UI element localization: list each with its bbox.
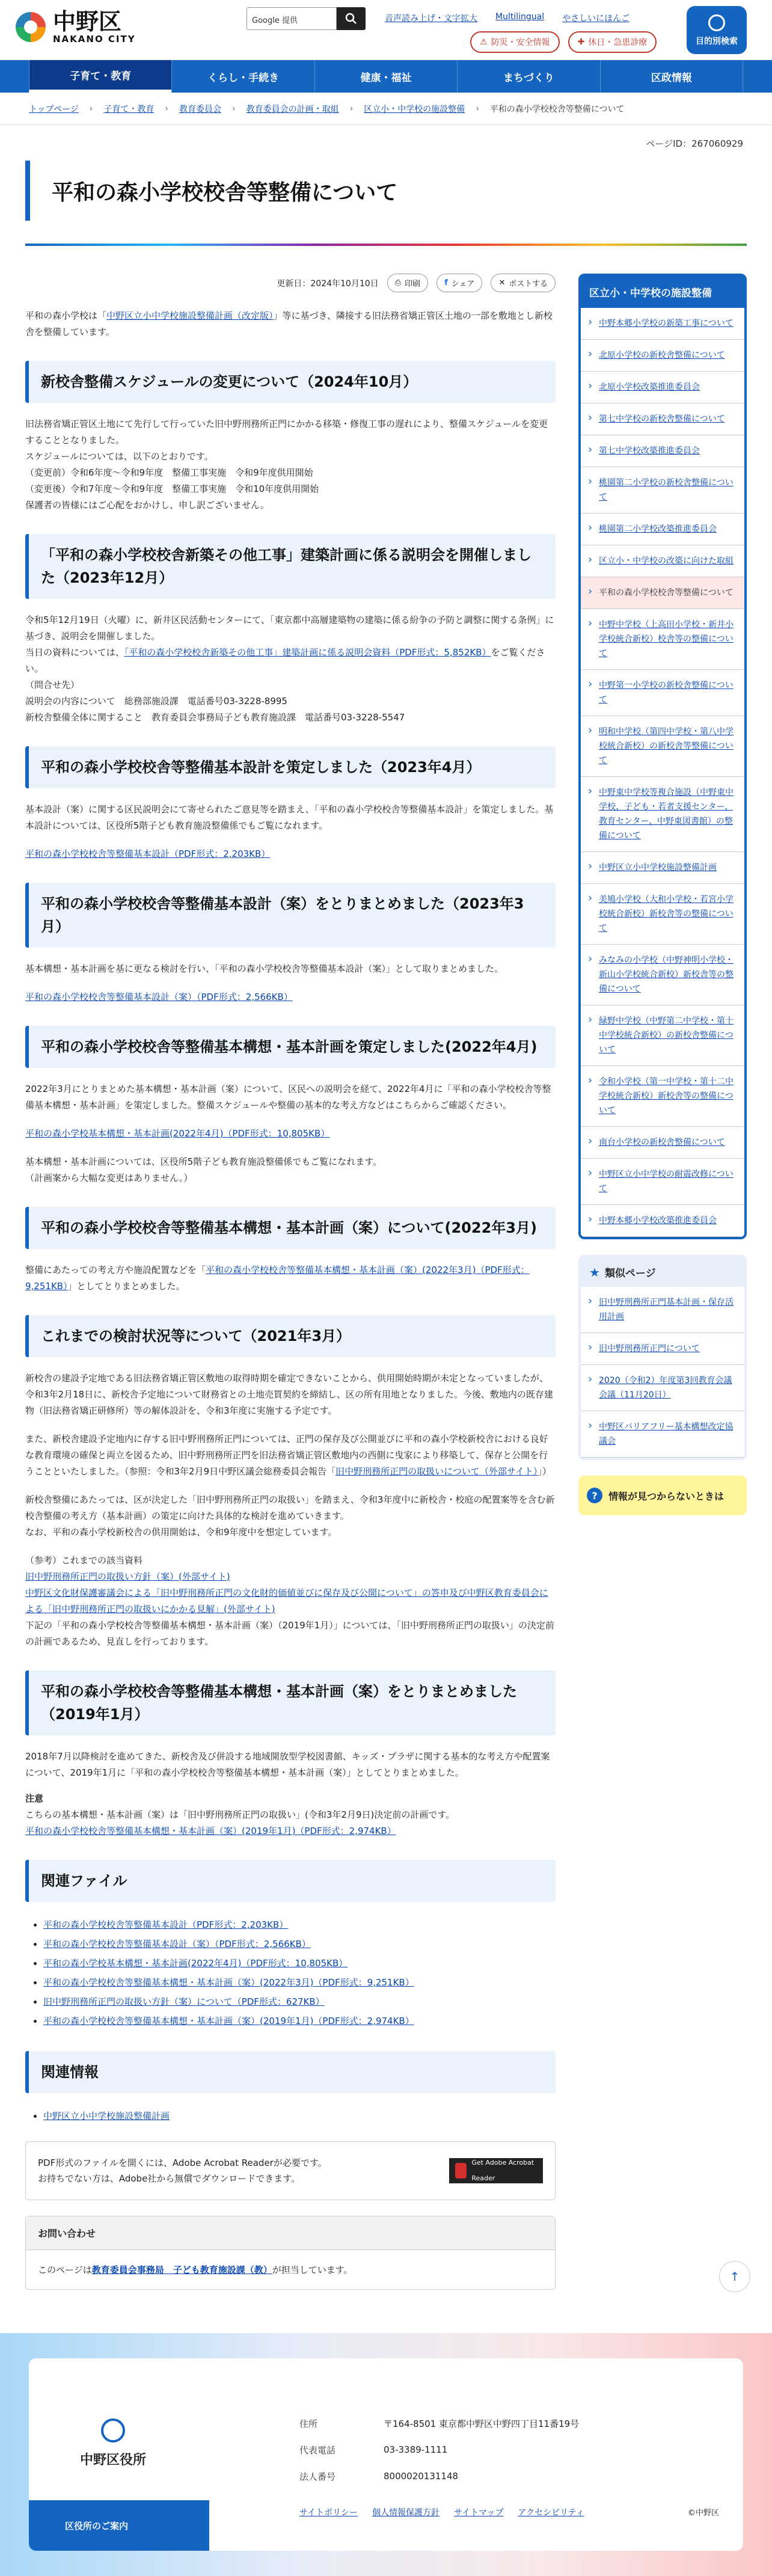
- pdf-link[interactable]: 平和の森小学校校舎等整備基本設計（PDF形式：2,203KB）: [25, 848, 271, 859]
- list-item: [43, 1934, 556, 1954]
- footer-value: 〒164-8501 東京都中野区中野四丁目11番19号: [384, 2418, 580, 2429]
- sidebar-item[interactable]: › 区立小・中学校の改築に向けた取組: [581, 545, 744, 577]
- related-files: [25, 1860, 556, 2031]
- sidebar-item[interactable]: › 第七中学校の新校舎整備について: [581, 403, 744, 435]
- x-post-button[interactable]: [491, 274, 556, 292]
- sidebar-item[interactable]: › 明和中学校（第四中学校・第八中学校統合新校）の新校舎等整備について: [581, 716, 744, 777]
- section-text: 2022年3月にとりまとめた基本構想・基本計画（案）について、区民への説明会を経て、2022年4月に「平和の森小学校校舎等整備基本構想・基本計画」を策定しました。整備スケジュールや整備の基本的な考え方などはこちらからご確認ください。: [25, 1084, 551, 1111]
- section-heading: 平和の森小学校校舎等整備基本構想・基本計画（案）をとりまとめました（2019年1月）: [25, 1670, 556, 1735]
- help-label: 情報が見つからないときは: [608, 1490, 725, 1502]
- sidebar-item[interactable]: › 中野本郷小学校の新築工事について: [581, 308, 744, 340]
- city-emblem-icon: [101, 2418, 125, 2443]
- intro-pre: 平和の森小学校は「: [25, 310, 107, 321]
- external-link[interactable]: 中野区文化財保護審議会による「旧中野刑務所正門の文化財的価値並びに保存及び公開について」の答申及び中野区教育委員会による「旧中野刑務所正門の取扱いにかかる見解」(外部サイト): [25, 1587, 548, 1615]
- sidebar-item[interactable]: › 第七中学校改築推進委員会: [581, 435, 744, 467]
- sidebar-item[interactable]: › 桃園第二小学校改築推進委員会: [581, 514, 744, 545]
- inquiry-box: [25, 2216, 556, 2290]
- sidebar-item[interactable]: › 北原小学校の新校舎整備について: [581, 340, 744, 372]
- section-schedule-change: [25, 361, 556, 514]
- similar-page-item[interactable]: › 2020（令和2）年度第3回教育会議会議（11月20日）: [581, 1365, 744, 1411]
- adobe-icon: [455, 2163, 467, 2179]
- related-link[interactable]: 中野区立小中学校施設整備計画: [43, 2111, 170, 2121]
- warning-icon: ⚠: [480, 37, 488, 47]
- external-link[interactable]: 旧中野刑務所正門の取扱いについて（外部サイト）: [335, 1466, 538, 1477]
- emergency-clinic-label: 休日・急患診療: [588, 38, 648, 48]
- section-file: [25, 1823, 556, 1839]
- pdf-link[interactable]: 旧中野刑務所正門の取扱い方針（案）について（PDF形式：627KB）: [43, 1996, 325, 2007]
- list-item: [43, 2011, 556, 2031]
- section-heading: 新校舎整備スケジュールの変更について（2024年10月）: [25, 361, 556, 403]
- note-text: こちらの基本構想・基本計画（案）は「旧中野刑務所正門の取扱い」(令和3年2月9日)決定前の計画です。: [25, 1809, 455, 1820]
- footer-key: 法人番号: [299, 2471, 336, 2482]
- pdf-link[interactable]: 平和の森小学校校舎等整備基本構想・基本計画（案）(2019年1月)（PDF形式：2,974KB）: [25, 1826, 396, 1836]
- pdf-link[interactable]: 平和の森小学校校舎等整備基本設計（案）（PDF形式：2,566KB）: [25, 992, 293, 1002]
- list-item: [43, 2106, 556, 2126]
- question-icon: ?: [587, 1488, 602, 1503]
- title-block: [25, 161, 747, 221]
- section-2019-plan: [25, 1670, 556, 1839]
- list-item: [43, 1915, 556, 1934]
- section-basic-design: [25, 746, 556, 862]
- sidebar-item[interactable]: › 中野区立小中学校施設整備計画: [581, 852, 744, 884]
- section-ref: [25, 1569, 556, 1585]
- facility-plan-link[interactable]: 中野区立小中学校施設整備計画（改定版）: [106, 310, 274, 321]
- sidebar-item[interactable]: › 令和小学校（第一中学校・第十二中学校統合新校）新校舎等の整備について: [581, 1066, 744, 1127]
- breadcrumb-item[interactable]: 教育委員会: [179, 104, 221, 114]
- inquiry-body: [26, 2250, 555, 2289]
- chevron-right-icon: ›: [349, 103, 354, 114]
- print-button[interactable]: [387, 274, 428, 292]
- nav-childcare-education[interactable]: 子育て・教育: [29, 60, 171, 93]
- breadcrumb-item[interactable]: 教育委員会の計画・取組: [246, 104, 339, 114]
- text-pre: 当日の資料については、: [25, 647, 124, 658]
- section-file: [25, 989, 556, 1005]
- page-id: ページID：267060929: [646, 138, 743, 149]
- section-text: 2018年7月以降検討を進めてきた、新校舎及び併設する地域開放型学校図書館、キッズ・プラザに関する基本的な考え方や配置案について、2019年1月に「平和の森小学校校舎等整備基本構想・基本計画（案）」としてとりまとめました。: [25, 1751, 550, 1778]
- similar-pages-list: [581, 1287, 744, 1458]
- similar-pages-title: 類似ページ: [604, 1268, 656, 1280]
- footer-logo: [53, 2418, 173, 2468]
- nav-administration[interactable]: 区政情報: [600, 60, 743, 93]
- section-briefing: [25, 534, 556, 726]
- section-basic-plan-draft: [25, 1207, 556, 1295]
- site-footer: [0, 2333, 772, 2576]
- breadcrumb-current: 平和の森小学校校舎等整備について: [489, 104, 625, 114]
- section-heading: 平和の森小学校校舎等整備基本構想・基本計画を策定しました(2022年4月): [25, 1026, 556, 1068]
- breadcrumb-item[interactable]: トップページ: [29, 104, 79, 114]
- footer-key: 住所: [299, 2418, 318, 2429]
- sidebar-item[interactable]: › 中野第一小学校の新校舎整備について: [581, 670, 744, 716]
- section-basic-design-draft: [25, 883, 556, 1005]
- chevron-right-icon: ›: [89, 103, 93, 114]
- section-heading: 関連情報: [25, 2051, 556, 2093]
- section-heading: 平和の森小学校校舎等整備基本構想・基本計画（案）について(2022年3月): [25, 1207, 556, 1249]
- site-header: [0, 0, 772, 60]
- search-button[interactable]: [337, 7, 366, 30]
- pdf-link[interactable]: 平和の森小学校基本構想・基本計画(2022年4月)（PDF形式：10,805KB）: [43, 1958, 348, 1969]
- sidebar-list: [581, 308, 744, 1237]
- section-text: 基本設計（案）に関する区民説明会にて寄せられたご意見等を踏まえ、「平和の森小学校校舎等整備基本設計」を策定しました。基本設計については、区役所5階子ども教育施設整備係でもご覧になれます。: [25, 804, 554, 831]
- read-aloud-link[interactable]: 音声読み上げ・文字拡大: [385, 14, 477, 23]
- search-icon: [345, 13, 357, 25]
- section-text: 基本構想・基本計画を基に更なる検討を行い、「平和の森小学校校舎等整備基本設計（案）」として取りまとめました。: [25, 963, 504, 974]
- footer-key: 代表電話: [299, 2444, 336, 2456]
- sidebar-menu: [578, 274, 747, 1239]
- text-pre: （参照：令和3年2月9日中野区議会総務委員会報告「: [124, 1466, 336, 1477]
- section-text: 保護者の皆様にはご心配をおかけし、申し訳ございません。: [25, 500, 269, 511]
- section-text: [25, 1431, 556, 1480]
- back-to-top-button[interactable]: [719, 2261, 750, 2292]
- text-post: 」）: [538, 1466, 551, 1477]
- site-policy-link[interactable]: サイトポリシー: [299, 2508, 358, 2518]
- section-basic-plan: [25, 1026, 556, 1186]
- section-text: スケジュールについては、以下のとおりです。: [25, 451, 213, 462]
- easy-japanese-link[interactable]: やさしいにほんご: [562, 14, 630, 23]
- copyright: ©中野区: [687, 2509, 719, 2518]
- sidebar-item[interactable]: › 中野中学校（上高田小学校・新井小学校統合新校）校舎等の整備について: [581, 609, 744, 670]
- emergency-clinic-button[interactable]: [568, 31, 657, 53]
- nav-health-welfare[interactable]: 健康・福祉: [314, 60, 457, 93]
- intro-post: 」等に基づき、隣接する旧法務省矯正管区土地の一部を敷地とし新校舎を整備しています。: [25, 310, 553, 337]
- list-item: [43, 1973, 556, 1992]
- footer-office-name: 中野区役所: [79, 2453, 146, 2468]
- footer-card: [29, 2358, 743, 2551]
- footer-value: 03-3389-1111: [384, 2444, 448, 2455]
- section-ref: [25, 1585, 556, 1618]
- section-file: [25, 846, 556, 862]
- search-input[interactable]: Google 提供: [247, 7, 337, 30]
- star-icon: ★: [589, 1265, 600, 1280]
- disaster-info-label: 防災・安全情報: [491, 38, 550, 48]
- list-item: [43, 1954, 556, 1973]
- section-heading: 平和の森小学校校舎等整備基本設計（案）をとりまとめました（2023年3月）: [25, 883, 556, 948]
- section-text: なお、平和の森小学校新校舎の供用開始は、令和9年度中を想定しています。: [25, 1527, 337, 1538]
- logo-title: 中野区: [53, 8, 122, 35]
- accessibility-link[interactable]: アクセシビリティ: [518, 2508, 584, 2518]
- breadcrumb-item[interactable]: 区立小・中学校の施設整備: [364, 104, 465, 114]
- section-text: [25, 1262, 556, 1295]
- post-label: ポストする: [509, 280, 548, 289]
- office-guide-label: 区役所のご案内: [65, 2520, 129, 2532]
- text-post: をご覧ください。: [25, 647, 545, 674]
- x-icon: ✕: [498, 278, 506, 287]
- purpose-search-label: 目的別検索: [696, 37, 738, 46]
- purpose-search-button[interactable]: [687, 6, 747, 54]
- page-title: 平和の森小学校校舎等整備について: [52, 180, 398, 205]
- sidebar-item[interactable]: › みなみの小学校（中野神明小学校・新山小学校統合新校）新校舎等の整備について: [581, 945, 744, 1005]
- briefing-pdf-link[interactable]: 「平和の森小学校校舎新築その他工事」建築計画に係る説明会資料（PDF形式：5,852KB）: [124, 647, 491, 658]
- external-link[interactable]: 旧中野刑務所正門の取扱い方針（案）(外部サイト): [25, 1571, 230, 1582]
- get-adobe-reader-button[interactable]: [449, 2158, 543, 2183]
- similar-page-item[interactable]: › 中野区バリアフリー基本構想改定協議会: [581, 1411, 744, 1458]
- section-progress: [25, 1315, 556, 1650]
- section-heading: 平和の森小学校校舎等整備基本設計を策定しました（2023年4月）: [25, 746, 556, 788]
- section-text: 基本構想・基本計画については、区役所5階子ども教育施設整備係でもご覧になれます。: [25, 1156, 382, 1167]
- site-search: [247, 7, 366, 30]
- section-heading: 「平和の森小学校校舎新築その他工事」建築計画に係る説明会を開催しました（2023年12月）: [25, 534, 556, 599]
- section-text: [25, 645, 556, 677]
- text-post: が担当しています。: [272, 2265, 353, 2275]
- text-pre: このページは: [38, 2265, 92, 2275]
- text-pre: 整備にあたっての考え方や施設配置などを「: [25, 1265, 206, 1275]
- related-info: [25, 2051, 556, 2126]
- logo-subtitle: NAKANO CITY: [53, 34, 136, 44]
- note-title: 注意: [25, 1793, 44, 1804]
- chevron-right-icon: ›: [476, 103, 479, 114]
- arrow-up-icon: ↑: [729, 2269, 740, 2284]
- disaster-info-button[interactable]: [470, 31, 560, 53]
- similar-pages: [578, 1255, 747, 1460]
- global-nav: [0, 60, 772, 93]
- footer-info: [299, 2410, 579, 2489]
- section-heading: 関連ファイル: [25, 1860, 556, 1902]
- pdf-link[interactable]: 平和の森小学校校舎等整備基本構想・基本計画（案）(2022年3月)（PDF形式：9,251KB）: [25, 1265, 530, 1292]
- adobe-reader-notice: [25, 2141, 556, 2200]
- utility-links: [385, 12, 630, 24]
- sidebar-heading: 区立小・中学校の施設整備: [589, 287, 712, 299]
- breadcrumb-item[interactable]: 子育て・教育: [103, 104, 155, 114]
- sitemap-link[interactable]: サイトマップ: [454, 2508, 504, 2518]
- search-purpose-icon: [708, 14, 725, 31]
- help-button[interactable]: [578, 1476, 747, 1515]
- multilingual-link[interactable]: Multilingual: [495, 12, 545, 22]
- printer-icon: ⎙: [394, 278, 402, 287]
- similar-page-item[interactable]: › 旧中野刑務所正門について: [581, 1333, 744, 1365]
- pdf-link[interactable]: 平和の森小学校校舎等整備基本設計（案）（PDF形式：2,566KB）: [43, 1939, 311, 1949]
- section-file: [25, 1126, 556, 1142]
- main-content: [25, 274, 556, 2290]
- section-text: （変更前）令和6年度～令和9年度 整備工事実施 令和9年度供用開始: [25, 467, 313, 478]
- sidebar-item[interactable]: › 南台小学校の新校舎整備について: [581, 1127, 744, 1159]
- facebook-icon: f: [444, 278, 448, 287]
- pdf-link[interactable]: 平和の森小学校校舎等整備基本設計（PDF形式：2,203KB）: [43, 1919, 289, 1930]
- section-text: （問合せ先）: [25, 679, 80, 690]
- city-emblem-icon: [16, 12, 46, 42]
- updated-date: 更新日：2024年10月10日: [277, 278, 379, 289]
- pdf-link[interactable]: 平和の森小学校校舎等整備基本構想・基本計画（案）(2022年3月)（PDF形式：9,251KB）: [43, 1977, 414, 1988]
- section-text: 令和5年12月19日（火曜）に、新井区民活動センターにて、「東京都中高層建築物の建築に係る紛争の予防と調整に関する条例」に基づき、説明会を開催しました。: [25, 615, 554, 642]
- chevron-right-icon: ›: [165, 103, 168, 114]
- section-text: 新校舎整備全体に関すること 教育委員会事務局子ども教育施設課 電話番号03-3228-5547: [25, 712, 405, 723]
- adobe-badge-label: Get Adobe Acrobat Reader: [471, 2159, 535, 2182]
- footer-row: [299, 2410, 579, 2436]
- pdf-link[interactable]: 平和の森小学校基本構想・基本計画(2022年4月)（PDF形式：10,805KB）: [25, 1128, 330, 1139]
- section-text: （変更後）令和7年度～令和9年度 整備工事実施 令和10年度供用開始: [25, 483, 319, 494]
- footer-links: [299, 2506, 584, 2518]
- text-post: 」としてとりまとめました。: [67, 1281, 185, 1292]
- similar-page-item[interactable]: › 旧中野刑務所正門基本計画・保存活用計画: [581, 1287, 744, 1333]
- section-text: 旧法務省矯正管区土地にて先行して行っていた旧中野刑務所正門にかかる移築・修復工事の遅れにより、整備スケジュールを変更することとなりました。: [25, 419, 548, 446]
- list-item: [43, 1992, 556, 2011]
- sidebar: [578, 274, 747, 1515]
- section-text: （参考）これまでの該当資料: [25, 1555, 143, 1566]
- section-text: 下記の「平和の森小学校校舎等整備基本構想・基本計画（案）（2019年1月）」については、「旧中野刑務所正門の取扱い」の決定前の計画であるため、見直しを行っております。: [25, 1620, 554, 1647]
- site-logo[interactable]: [16, 10, 136, 44]
- section-text: （計画案から大幅な変更はありません。）: [25, 1173, 193, 1183]
- share-label: シェア: [451, 280, 475, 289]
- sidebar-item[interactable]: › 平和の森小学校校舎等整備について: [581, 577, 744, 609]
- title-divider: [25, 244, 747, 246]
- footer-row: [299, 2436, 579, 2463]
- similar-pages-heading: [581, 1257, 744, 1287]
- adobe-text: PDF形式のファイルを開くには、Adobe Acrobat Readerが必要です。: [38, 2157, 327, 2168]
- sidebar-item[interactable]: › 北原小学校改築推進委員会: [581, 372, 744, 403]
- text-pre: また、新校舎建設予定地内に存する旧中野刑務所正門については、正門の保存及び公開並びに平和の森小学校新校舎における良好な教育環境の確保と両立を図るため、旧中野刑務所正門を旧法務省矯正管区敷地内の西側に曳家により移築して、保存と公開を行うことといたしました。: [25, 1434, 548, 1477]
- nav-living[interactable]: くらし・手続き: [171, 60, 314, 93]
- inquiry-heading: お問い合わせ: [26, 2216, 555, 2250]
- nav-town-planning[interactable]: まちづくり: [457, 60, 599, 93]
- page-meta: [25, 274, 556, 292]
- sidebar-item[interactable]: › 中野本郷小学校改築推進委員会: [581, 1205, 744, 1237]
- sidebar-item[interactable]: › 中野区立小中学校の耐震改修について: [581, 1159, 744, 1205]
- section-heading: これまでの検討状況等について（2021年3月）: [25, 1315, 556, 1357]
- department-link[interactable]: 教育委員会事務局 子ども教育施設課（教）: [91, 2265, 272, 2275]
- sidebar-item[interactable]: › 中野東中学校等複合施設（中野東中学校、子ども・若者支援センター、教育センター、中野東図書館）の整備について: [581, 777, 744, 852]
- sidebar-item[interactable]: › 美鳩小学校（大和小学校・若宮小学校統合新校）新校舎等の整備について: [581, 884, 744, 945]
- privacy-link[interactable]: 個人情報保護方針: [372, 2508, 440, 2518]
- breadcrumb: [0, 93, 772, 125]
- adobe-text: お持ちでない方は、Adobe社から無償でダウンロードできます。: [38, 2173, 301, 2184]
- footer-value: 8000020131148: [384, 2471, 459, 2482]
- hospital-icon: ✚: [577, 37, 585, 47]
- sidebar-item[interactable]: › 桃園第二小学校の新校舎整備について: [581, 467, 744, 514]
- chevron-right-icon: ›: [231, 103, 236, 114]
- pdf-link[interactable]: 平和の森小学校校舎等整備基本構想・基本計画（案）(2019年1月)（PDF形式：2,974KB）: [43, 2016, 414, 2026]
- section-text: 説明会の内容について 総務部施設課 電話番号03-3228-8995: [25, 696, 287, 707]
- sidebar-item[interactable]: › 緑野中学校（中野第二中学校・第十中学校統合新校）の新校舎整備について: [581, 1005, 744, 1066]
- footer-row: [299, 2463, 579, 2489]
- office-guide-button[interactable]: [29, 2500, 209, 2551]
- print-label: 印刷: [405, 280, 421, 289]
- intro-text: [25, 308, 556, 340]
- section-text: 新校舎整備にあたっては、区が決定した「旧中野刑務所正門の取扱い」を踏まえ、令和3年度中に新校舎・校庭の配置案等を含む新校舎整備の考え方（基本計画）の策定に向けた具体的な検討を進めていきます。: [25, 1494, 555, 1521]
- facebook-share-button[interactable]: [437, 274, 482, 292]
- section-text: 新校舎の建設予定地である旧法務省矯正管区敷地の取得時期を確定できないことから、供用開始時期が未定となっていましたが、令和3年2月18日に、新校舎予定地について財務省との土地売買契約を締結し、区の所有用地となりました。今後、敷地内の既存建物（旧法務省矯正研修所）等の解体設計を、令和3年度に実施する予定です。: [25, 1373, 553, 1416]
